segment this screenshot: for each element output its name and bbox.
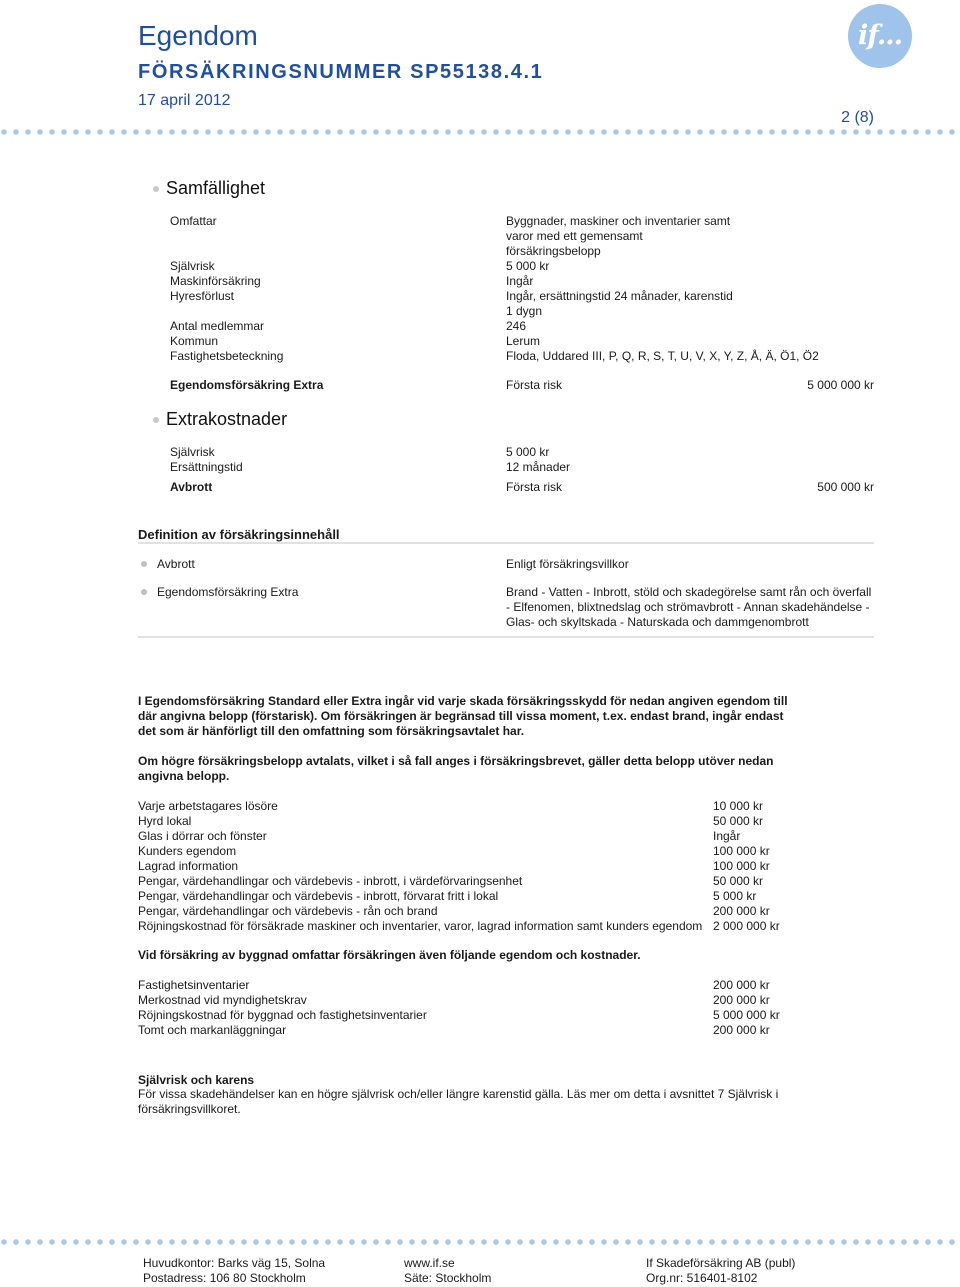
definition-label-extra: Egendomsförsäkring Extra bbox=[157, 585, 299, 599]
list-item-name: Lagrad information bbox=[138, 859, 239, 873]
list-item-amount: 5 000 kr bbox=[713, 889, 757, 903]
type-avbrott: Första risk bbox=[506, 480, 563, 494]
section-bullet bbox=[153, 417, 159, 423]
label-antal-medlemmar: Antal medlemmar bbox=[170, 319, 265, 333]
label-kommun: Kommun bbox=[170, 334, 219, 348]
paragraph-hogre-belopp: Om högre försäkringsbelopp avtalats, vilket i så fall anges i försäkringsbrevet, gäller detta belopp utöver nedan angivna belopp. bbox=[138, 754, 774, 783]
list-item-amount: 100 000 kr bbox=[713, 859, 770, 873]
value-omfattar: Byggnader, maskiner och inventarier samt varor med ett gemensamt försäkringsbelopp bbox=[506, 214, 731, 258]
value-maskinforsakring: Ingår bbox=[506, 274, 534, 288]
list-item bbox=[138, 904, 838, 919]
list-item-amount: 5 000 000 kr bbox=[713, 1008, 780, 1022]
list-item-name: Fastighetsinventarier bbox=[138, 978, 250, 992]
list-bullet bbox=[141, 589, 147, 595]
building-heading: Vid försäkring av byggnad omfattar försäkringen även följande egendom och kostnader. bbox=[138, 948, 641, 962]
footer-web-link[interactable]: www.if.se bbox=[404, 1256, 455, 1270]
type-egendomsforsakring-extra: Första risk bbox=[506, 378, 563, 392]
document-title: Egendom bbox=[138, 20, 258, 51]
list-item bbox=[138, 814, 838, 829]
label-avbrott: Avbrott bbox=[170, 480, 213, 494]
list-item-name: Pengar, värdehandlingar och värdebevis - rån och brand bbox=[138, 904, 438, 918]
footer-org-number: Org.nr: 516401-8102 bbox=[646, 1271, 758, 1285]
policy-number: FÖRSÄKRINGSNUMMER SP55138.4.1 bbox=[138, 61, 544, 83]
document-date: 17 april 2012 bbox=[138, 92, 231, 109]
label-omfattar: Omfattar bbox=[170, 214, 217, 228]
definition-value-avbrott: Enligt försäkringsvillkor bbox=[506, 557, 629, 571]
value-extra-sjalvrisk: 5 000 kr bbox=[506, 445, 550, 459]
list-item bbox=[138, 1023, 838, 1038]
label-egendomsforsakring-extra: Egendomsförsäkring Extra bbox=[170, 378, 324, 392]
list-item-name: Kunders egendom bbox=[138, 844, 237, 858]
list-item-name: Varje arbetstagares lösöre bbox=[138, 799, 278, 813]
divider bbox=[138, 542, 874, 544]
list-item bbox=[138, 874, 838, 889]
list-item-amount: Ingår bbox=[713, 829, 741, 843]
list-item bbox=[138, 919, 838, 934]
dotted-divider-bottom bbox=[0, 1238, 960, 1246]
label-ersattningstid: Ersättningstid bbox=[170, 460, 243, 474]
label-sjalvrisk: Självrisk bbox=[170, 259, 215, 273]
page-number: 2 (8) bbox=[841, 109, 874, 126]
footer-company: If Skadeförsäkring AB (publ) bbox=[646, 1256, 796, 1270]
list-item bbox=[138, 859, 838, 874]
karens-text: För vissa skadehändelser kan en högre självrisk och/eller längre karenstid gälla. Läs mer om detta i avsnittet 7 Självrisk i försäkringsvillkoret. bbox=[138, 1087, 779, 1116]
amount-avbrott: 500 000 kr bbox=[817, 480, 874, 494]
list-item-amount: 50 000 kr bbox=[713, 814, 764, 828]
footer-postal: Postadress: 106 80 Stockholm bbox=[143, 1271, 306, 1285]
list-item-name: Glas i dörrar och fönster bbox=[138, 829, 267, 843]
value-ersattningstid: 12 månader bbox=[506, 460, 571, 474]
list-item-amount: 200 000 kr bbox=[713, 1023, 770, 1037]
value-fastighetsbeteckning: Floda, Uddared III, P, Q, R, S, T, U, V, X, Y, Z, Å, Ä, Ö1, Ö2 bbox=[506, 349, 819, 363]
section-heading-extrakostnader: Extrakostnader bbox=[166, 409, 288, 429]
list-item bbox=[138, 993, 838, 1008]
coverage-list bbox=[138, 799, 838, 934]
list-item-amount: 200 000 kr bbox=[713, 978, 770, 992]
footer-office: Huvudkontor: Barks väg 15, Solna bbox=[143, 1256, 326, 1270]
value-antal-medlemmar: 246 bbox=[506, 319, 527, 333]
label-maskinforsakring: Maskinförsäkring bbox=[170, 274, 261, 288]
list-item bbox=[138, 829, 838, 844]
section-bullet bbox=[153, 186, 159, 192]
list-bullet bbox=[141, 561, 147, 567]
list-item bbox=[138, 889, 838, 904]
value-hyresforlust: Ingår, ersättningstid 24 månader, karenstid 1 dygn bbox=[506, 289, 733, 318]
list-item-name: Röjningskostnad för försäkrade maskiner och inventarier, varor, lagrad information samt kunders egendom bbox=[138, 919, 703, 933]
list-item-amount: 2 000 000 kr bbox=[713, 919, 780, 933]
list-item-amount: 100 000 kr bbox=[713, 844, 770, 858]
label-extra-sjalvrisk: Självrisk bbox=[170, 445, 215, 459]
list-item bbox=[138, 1008, 838, 1023]
section-heading-samfallighet: Samfällighet bbox=[166, 178, 266, 198]
definition-label-avbrott: Avbrott bbox=[157, 557, 195, 571]
list-item-name: Pengar, värdehandlingar och värdebevis - inbrott, i värdeförvaringsenhet bbox=[138, 874, 523, 888]
footer-seat: Säte: Stockholm bbox=[404, 1271, 492, 1285]
divider bbox=[138, 636, 874, 638]
building-list bbox=[138, 978, 838, 1038]
value-sjalvrisk: 5 000 kr bbox=[506, 259, 550, 273]
list-item bbox=[138, 844, 838, 859]
value-kommun: Lerum bbox=[506, 334, 541, 348]
list-item-name: Tomt och markanläggningar bbox=[138, 1023, 287, 1037]
paragraph-standard-extra: I Egendomsförsäkring Standard eller Extra ingår vid varje skada försäkringsskydd för nedan angiven egendom till där angivna belopp (förstarisk). Om försäkringen är begränsad till vissa moment, t.ex. endast brand, ingår endast det som är hänförligt till den omfattning som försäkringsavtalet har. bbox=[138, 694, 788, 738]
list-item-amount: 50 000 kr bbox=[713, 874, 764, 888]
list-item-name: Hyrd lokal bbox=[138, 814, 192, 828]
amount-egendomsforsakring-extra: 5 000 000 kr bbox=[807, 378, 874, 392]
list-item-amount: 200 000 kr bbox=[713, 904, 770, 918]
dotted-divider-top bbox=[0, 128, 960, 136]
list-item-amount: 10 000 kr bbox=[713, 799, 764, 813]
list-item-name: Pengar, värdehandlingar och värdebevis - inbrott, förvarat fritt i lokal bbox=[138, 889, 499, 903]
karens-heading: Självrisk och karens bbox=[138, 1073, 255, 1087]
list-item-amount: 200 000 kr bbox=[713, 993, 770, 1007]
list-item bbox=[138, 799, 838, 814]
list-item bbox=[138, 978, 838, 993]
list-item-name: Röjningskostnad för byggnad och fastighetsinventarier bbox=[138, 1008, 427, 1022]
if-logo: if... bbox=[848, 4, 912, 68]
label-fastighetsbeteckning: Fastighetsbeteckning bbox=[170, 349, 284, 363]
definition-heading: Definition av försäkringsinnehåll bbox=[138, 527, 340, 542]
definition-value-extra: Brand - Vatten - Inbrott, stöld och skadegörelse samt rån och överfall - Elfenomen, blixtnedslag och strömavbrott - Annan skadehändelse - Glas- och skyltskada - Naturskada och dammgenombrott bbox=[506, 585, 872, 629]
label-hyresforlust: Hyresförlust bbox=[170, 289, 235, 303]
list-item-name: Merkostnad vid myndighetskrav bbox=[138, 993, 307, 1007]
